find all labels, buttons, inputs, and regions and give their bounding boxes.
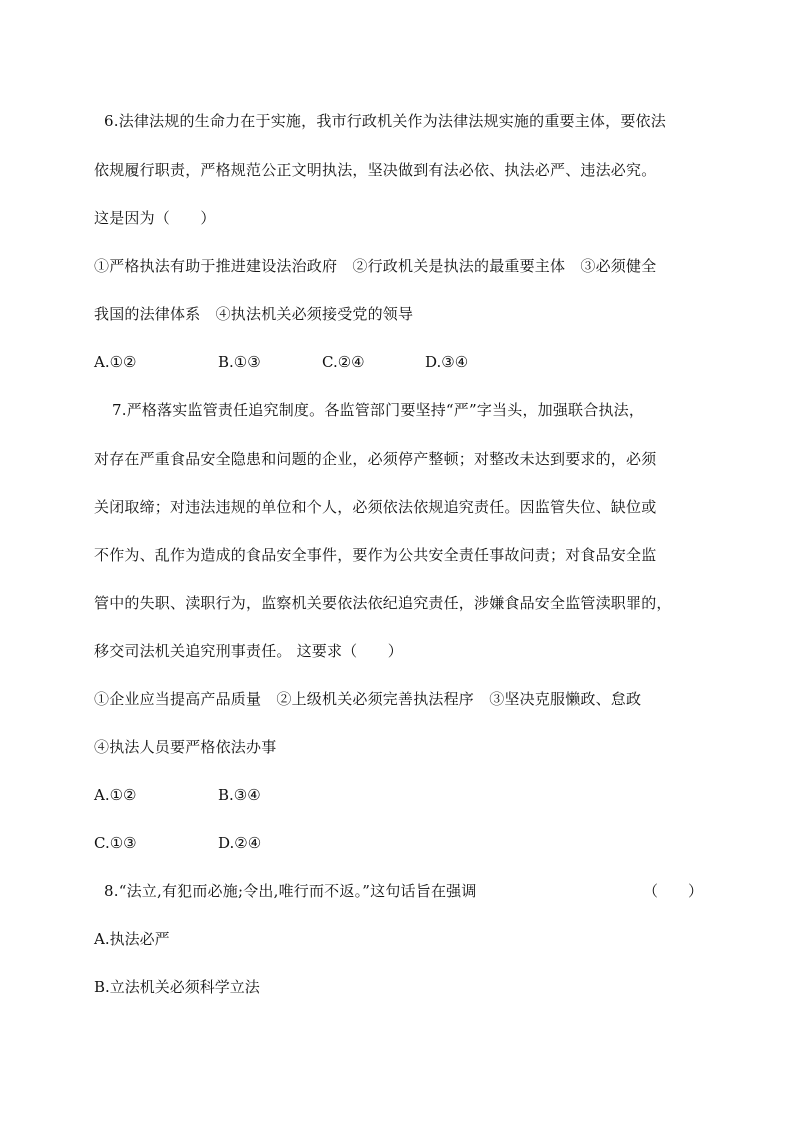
q6-option-a: A.①② [94,353,137,371]
q7-option-b: B.③④ [218,786,261,804]
q6-stem-line-2: 依规履行职责，严格规范公正文明执法，坚决做到有法必依、执法必严、违法必究。 [94,161,657,179]
q7-stem-line-1: 7.严格落实监管责任追究制度。各监管部门要坚持“严”字当头，加强联合执法， [112,401,645,419]
q7-stem-line-5: 管中的失职、渎职行为，监察机关要依法依纪追究责任，涉嫌食品安全监管渎职罪的， [94,594,672,612]
q6-option-d: D.③④ [425,353,469,371]
q7-items-line-1: ①企业应当提高产品质量 ②上级机关必须完善执法程序 ③坚决克服懒政、怠政 [94,690,642,708]
q7-stem-line-4: 不作为、乱作为造成的食品安全事件，要作为公共安全责任事故问责；对食品安全监 [94,546,657,564]
q7-option-a: A.①② [94,786,137,804]
q6-option-b: B.①③ [218,353,261,371]
q7-items-line-2: ④执法人员要严格依法办事 [94,738,277,756]
q6-option-c: C.②④ [322,353,365,371]
q6-stem-line-1: 6.法律法规的生命力在于实施，我市行政机关作为法律法规实施的重要主体，要依法 [104,112,666,130]
q7-stem-line-6: 移交司法机关追究刑事责任。 这要求（ ） [94,642,403,660]
q6-items-line-1: ①严格执法有助于推进建设法治政府 ②行政机关是执法的最重要主体 ③必须健全 [94,257,657,275]
q7-stem-line-2: 对存在严重食品安全隐患和问题的企业，必须停产整顿；对整改未达到要求的，必须 [94,450,657,468]
q7-option-d: D.②④ [218,834,262,852]
q7-option-c: C.①③ [94,834,137,852]
q6-stem-line-3: 这是因为（ ） [94,209,216,227]
q8-stem: 8.“法立,有犯而必施;令出,唯行而不返。”这句话旨在强调 [104,882,477,900]
q8-answer-paren: （ ） [643,882,704,900]
q6-items-line-2: 我国的法律体系 ④执法机关必须接受党的领导 [94,305,414,323]
q8-option-b: B.立法机关必须科学立法 [94,978,260,996]
q7-stem-line-3: 关闭取缔；对违法违规的单位和个人，必须依法依规追究责任。因监管失位、缺位或 [94,498,657,516]
q8-option-a: A.执法必严 [94,930,170,948]
